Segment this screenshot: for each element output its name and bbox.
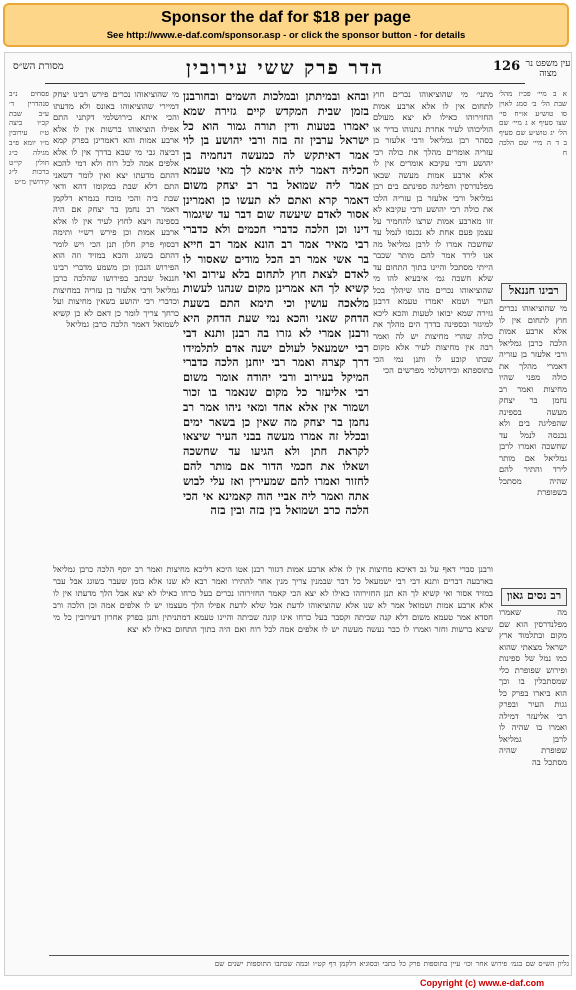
bottom-notes [49,959,569,973]
bottom-commentary-column [53,563,493,953]
bottom-rule [49,955,569,956]
masoret-hashas-column [9,89,49,957]
rabenu-chananel-label: רבינו חננאל [501,283,567,301]
ein-mishpat-column [499,89,567,219]
sponsor-banner[interactable] [3,3,569,47]
gilyon-hashas-text: גליון הש״ס שם בגמ׳ פירוש אחר וכו׳ עיין בתוספות פרק כל כתבי ובסוגיא דלקמן דף קט״ו ובמה שכתבו התוספות ישנים שם [214,959,569,968]
tosafot-column [53,89,179,559]
ein-mishpat-heading: עין משפט נר מצוה [525,59,571,79]
header-rule [45,83,525,84]
rav-nissim-label: רב נסים גאון [501,588,567,606]
rashi-column [373,89,493,554]
rav-nissim-text: מה שאמרו מפלנדרסין הוא שם מקום ובתלמוד ארץ ישראל מצאתי שהוא כמו נמל של ספינות ופירוש שפופרת כלי שמסתכלין בו וכך הוא ביארו בפרק כל גגות העיר ובפרק רבי אליעזר דמילה ואמרו בו שהיה לו לרבן גמליאל שפופרת שהיה מסתכל בה [499,607,567,767]
rav-nissim-column [499,607,567,957]
sponsor-subtitle[interactable]: See http://www.e-daf.com/sponsor.asp - or click the sponsor button - for details [106,30,466,41]
sponsor-title[interactable]: Sponsor the daf for $18 per page [161,9,411,26]
rabenu-chananel-text: מי שהוציאוהו נכרים חוץ לתחום אין לו אלא ארבע אמות הלכה כרבן גמליאל ורבי אלעזר בן עזריה דאמרי מהלך את כולה מפני שהיו מחיצות ואמר רב נחמן בר יצחק מעשה בספינה שהפליגה בים ולא נכנסה לנמל עד שחשכה ואמרו לרבן גמליאל אם מותר לירד והתיר להם שהיה מסתכל בשפופרת [499,303,567,497]
page-number: 126 [493,59,521,74]
rabenu-chananel-column [499,303,567,568]
gemara-column [183,89,369,544]
rashi-text: מתני׳ מי שהוציאוהו נכרים חוץ לתחום אין לו אלא ארבע אמות החזירוהו כאילו לא יצא מעולם הוליכוהו לעיר אחרת נתנוהו בדיר או בסהר רבן גמליאל ורבי אלעזר בן עזריה אומרים מהלך את כולה רבי יהושע ורבי עקיבא אומרים אין לו אלא ארבע אמות מעשה שבאו מפלנדרסין והפליגה ספינתם בים רבן גמליאל ורבי אלעזר בן עזריה הלכו את כולה רבי יהושע ורבי עקיבא לא זזו מארבע אמות שרצו להחמיר על עצמן פעם אחת לא נכנסו לנמל עד שחשכה אמרו לו לרבן גמליאל מה אנו לירד אמר להם מותר שכבר הייתי מסתכל והיינו בתוך התחום עד שלא חשכה גמ׳ איבעיא להו מי שהוציאוהו נכרים מהו שיהלך בכל העיר ושמא יאמרו טעמא דרבנן גזירה שמא יבואו לטעות והכא ליכא למיגזר ובספינה בדרך הים מהלך את כולה שהרי מחיצות יש לה ואמר רבה אין מחיצות לעיר אלא מקום שבתו קובע לו ותנן נמי הכי בתוספתא ובירושלמי מפרשים הכי [373,89,493,375]
footer-copyright[interactable]: Copyright (c) www.e-daf.com [420,978,545,988]
gemara-text: ובהא ובמיתתן ובמלכות השמים ובחורבנן בזמן שבית המקדש קיים גזירה שמא יאמרו בטעות ודין תורה גמור הוא כל ישראל ערבין זה בזה ורבי יהושע בן לוי אמר דאיתקש לה כמעשה דנחמיה בן חכליה דאמר ליה אימא לך מאי טעמא אמר ליה שמואל בר רב יצחק משום דאמר קרא ואתם לא תעשו כן ואמרינן אסור לאדם שיעשה שום דבר עד שיגמור דינו וכן הלכה כדברי חכמים ולא כדברי רבי מאיר אמר רב הונא אמר רב חייא בר אשי אמר רב הכל מודים שאסור לו לאדם לצאת חוץ לתחום בלא עירוב ואי קשיא לך הא אמרינן מקום שנהגו לעשות מלאכה עושין וכי תימא התם בשעת הדחק שאני והכא נמי שעת הדחק היא ורבנן אמרי לא גזרו בה רבנן ותנא דבי רבי ישמעאל לעולם ישנה אדם לתלמידו דרך קצרה ואמר רבי יוחנן הלכה כדברי המיקל בעירוב ורבי יהודה אומר משום רבי אליעזר כל מקום שנאמר בו זכור ושמור אין אלא אחד ומאי ניהו אמר רב נחמן בר יצחק מה שאין כן בשאר ימים ובכלל זה אמרו מעשה בבני העיר שיצאו לקראת חתן ולא הגיעו עד שחשכה ושאלו את חכמי הדור אם מותר להם לחזור ואמרו להם שמעירין ואז עלי לבוש אתה ואמר ליה אביי הוה קאמינא אי הכי הלכה כרב ושמואל בין בזה ובין בזה [183,89,369,518]
talmud-page [4,52,572,976]
page-title: הדר פרק ששי עירובין [186,57,384,79]
ein-mishpat-text: א ב מיי׳ פכ״ז מהל׳ שבת הל׳ ב׳ סמג לאוין סו טוש״ע או״ח סי׳ שצו סעיף א ג מיי׳ שם הל׳ יג טוש״ע שם סעיף ב ד ה מיי׳ שם הלכה ח [499,89,567,157]
page-header [5,57,571,83]
tosafot-text: מי שהוציאוהו נכרים פירש רבינו יצחק דמיירי שהוציאוהו באונס ולא מדעתו והכי איתא בירושלמי דקתני התם אפילו הוציאוהו ברשות אין לו אלא ארבע אמות והא דאמרינן בפרק קמא דביצה גבי מי שבא בדרך אין לו אלא אלפים אמה לכל רוח ולא דמי להכא דהתם מדעתו יצא ואין לומר דשאני התם דלא שבת במקומו דהא ודאי שבת ביה והכי מוכח בגמרא דלקמן דאמר רב נחמן בר יצחק אם היה בספינה ויצא לחוץ לעיר אין לו אלא ארבע אמות וכן פירש רש״י ותימה דבסוף פרק חלון תנן הכי ויש לומר דהתם בשוגג והכא במזיד וזה הוא הפירוש הנכון וכן משמע מדברי רבינו חננאל שכתב בפירושו שהלכה כרבן גמליאל ורבי אלעזר בן עזריה במחיצות וכדברי רבי יהושע בשאין מחיצות ועל כרחך צריך לומר כן דאם לא כן קשיא לשמואל דאמר הלכה כרבן גמליאל [53,89,179,329]
masoret-hashas-heading: מסורת הש״ס [13,61,64,72]
masoret-hashas-text: פסחים נ״ב סנהדרין ד׳ ע״ב שבת קכ״ו ביצה ט״ז עירובין מ״ו יומא פ״ב מגילה כ״ג חולין קי״ט ברכות ל״ג קידושין מ״ט [9,89,49,187]
bottom-commentary-text: ורבנן סברי דאף על גב דאיכא מחיצות אין לו אלא ארבע אמות דגזור רבנן אטו היכא דליכא מחיצות ואמר רב יוסף הלכה כרבן גמליאל בארבעה דברים ותנא דבי רבי ישמעאל כל דבר שבמנין צריך מנין אחר להתירו ואמר רבא לא שנו אלא בזמן שעבר בשוגג אבל עבר במזיד אסור ואי קשיא לך הא תנן החזירוהו כאילו לא יצא הכי קאמר החזירוהו נכרים בעל כרחו כאילו לא יצא אבל הלך מדעתו אין לו אלא ארבע אמות ושמואל אמר לא שנו אלא שהוציאוהו לדעת אבל שלא לדעת אפילו הלך מעצמו יש לו אלפים אמה וכן הלכה ורב חסדא אמר טעמא משום דלא קנה שביתה וקסבר בעל כרחו אינו קונה שביתה והיינו טעמא דמתניתין ותנן בפרק אחרון דעירובין כל מי שיצא ברשות וחזר ואמרו לו כבר נעשה מעשה יש לו אלפים אמה לכל רוח ואם היה בתוך התחום כאילו לא יצא [53,564,493,635]
